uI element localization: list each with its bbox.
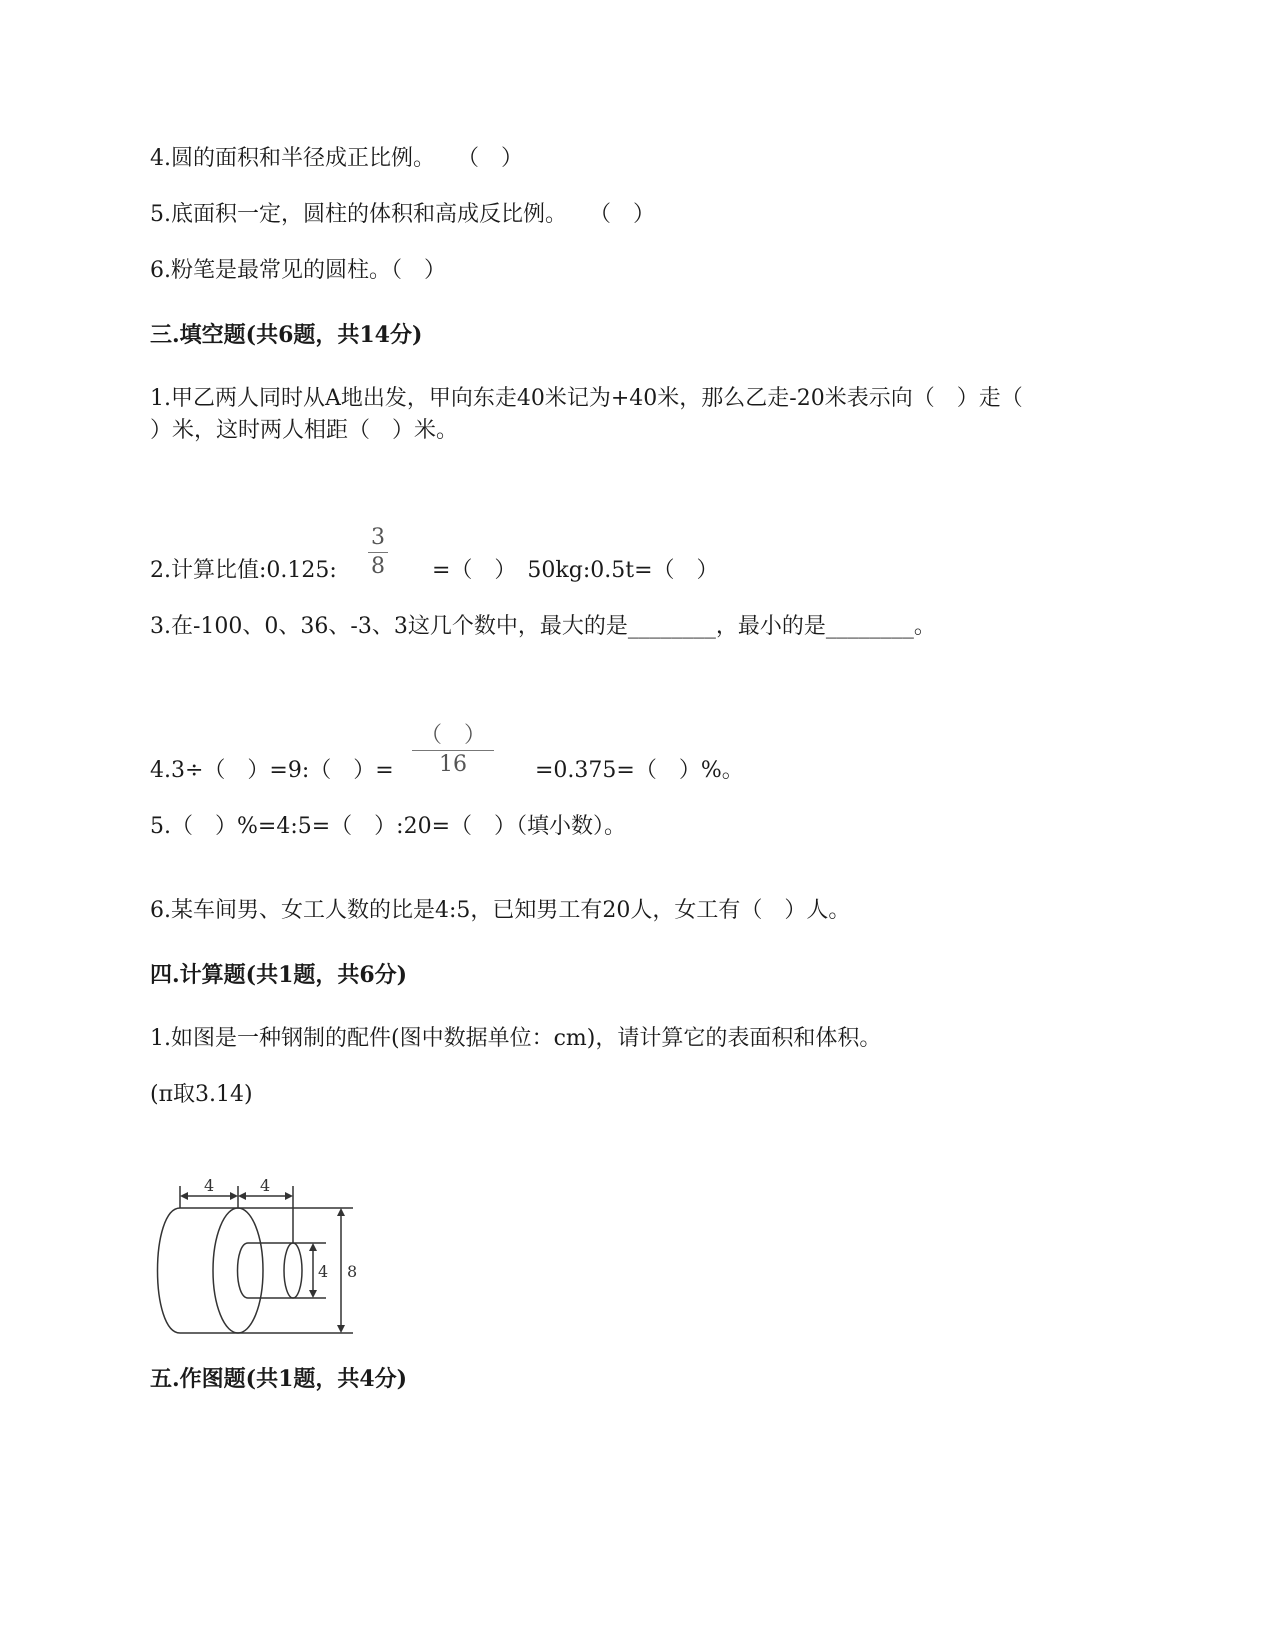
judge-item-6: 6.粉笔是最常见的圆柱。（ ） bbox=[150, 258, 446, 283]
dim-inner-label: 4 bbox=[318, 1262, 329, 1281]
dim-left-label: 4 bbox=[204, 1178, 215, 1195]
section-4-title: 四.计算题(共1题，共6分) bbox=[150, 962, 408, 988]
section-5-title: 五.作图题(共1题，共4分) bbox=[150, 1366, 408, 1392]
fraction-denominator: 16 bbox=[439, 752, 467, 777]
fraction-bar bbox=[412, 750, 494, 751]
calc-q1-line1: 1.如图是一种钢制的配件(图中数据单位：cm)，请计算它的表面积和体积。 bbox=[150, 1026, 882, 1051]
fill-q1-line1: 1.甲乙两人同时从A地出发，甲向东走40米记为+40米，那么乙走-20米表示向（ ）走（ bbox=[150, 386, 1023, 411]
fill-q4-fraction bbox=[412, 724, 494, 777]
fill-q3: 3.在-100、0、36、-3、3这几个数中，最大的是________，最小的是________。 bbox=[150, 614, 936, 639]
fill-q4-suffix: =0.375=（ ）%。 bbox=[535, 758, 744, 783]
judge-item-5: 5.底面积一定，圆柱的体积和高成反比例。 （ ） bbox=[150, 202, 655, 227]
steel-part-figure bbox=[148, 1178, 378, 1348]
fill-q2-fraction bbox=[368, 526, 388, 579]
fill-q1-line2: ）米，这时两人相距（ ）米。 bbox=[150, 418, 459, 443]
dim-outer-label: 8 bbox=[347, 1262, 358, 1281]
fraction-bar bbox=[368, 552, 388, 553]
fill-q5: 5.（ ）%=4:5=（ ）:20=（ ）（填小数）。 bbox=[150, 814, 627, 839]
section-3-title: 三.填空题(共6题，共14分) bbox=[150, 322, 423, 348]
fill-q4-prefix: 4.3÷（ ）=9:（ ）= bbox=[150, 758, 394, 783]
judge-item-4: 4.圆的面积和半径成正比例。 （ ） bbox=[150, 146, 523, 171]
fraction-denominator: 8 bbox=[371, 554, 385, 579]
fill-q2-prefix: 2.计算比值:0.125: bbox=[150, 558, 337, 583]
fill-q6: 6.某车间男、女工人数的比是4:5，已知男工有20人，女工有（ ）人。 bbox=[150, 898, 851, 923]
fraction-numerator: （ ） bbox=[419, 723, 486, 748]
fraction-numerator: 3 bbox=[371, 525, 385, 550]
fill-q2-suffix: =（ ） 50kg:0.5t=（ ） bbox=[432, 558, 719, 583]
dim-right-label: 4 bbox=[260, 1178, 271, 1195]
calc-q1-line2: (π取3.14) bbox=[150, 1082, 253, 1107]
